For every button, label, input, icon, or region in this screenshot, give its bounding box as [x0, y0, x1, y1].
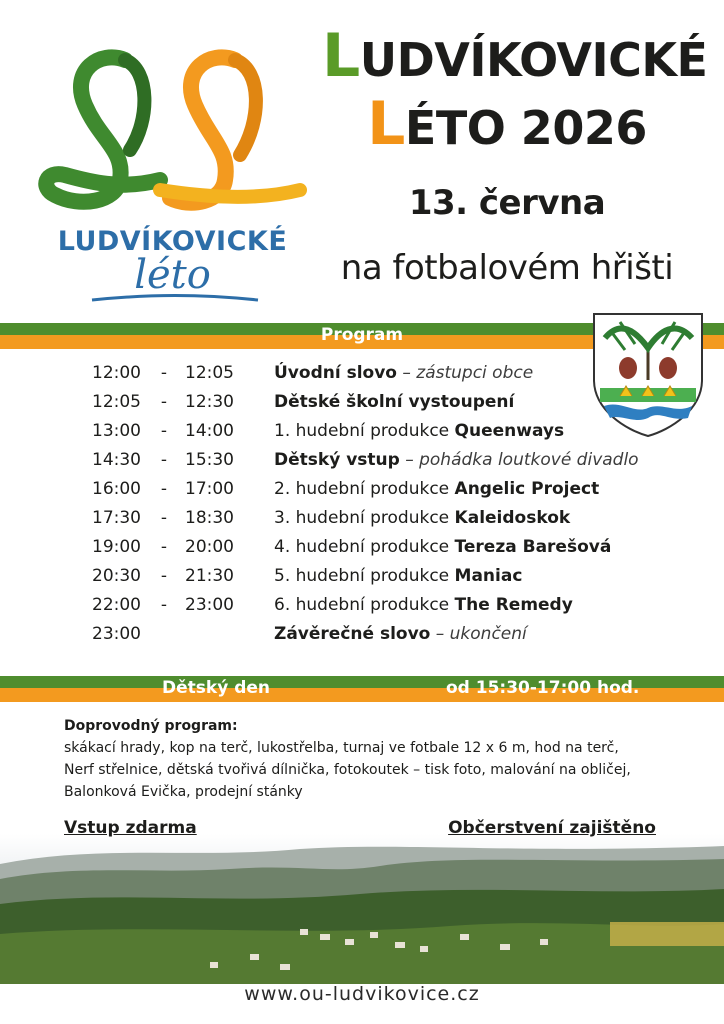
accompanying-line: Balonková Evička, prodejní stánky: [64, 784, 303, 800]
program-item: 6. hudební produkce The Remedy: [274, 595, 573, 615]
end-time: 12:05: [185, 363, 234, 383]
end-time: 12:30: [185, 392, 234, 412]
program-row: [0, 595, 724, 623]
logo-script-word: léto: [134, 252, 211, 298]
accompanying-title: Doprovodný program:: [64, 718, 238, 734]
program-row: [0, 392, 724, 420]
program-item: 3. hudební produkce Kaleidoskok: [274, 508, 571, 528]
program-item: 4. hudební produkce Tereza Barešová: [274, 537, 612, 557]
time-separator: -: [160, 479, 168, 499]
program-item: 1. hudební produkce Queenways: [274, 421, 565, 441]
time-separator: -: [160, 566, 168, 586]
kids-day-time: od 15:30-17:00 hod.: [446, 678, 640, 698]
start-time: 13:00: [92, 421, 141, 441]
program-item: Dětský vstup – pohádka loutkové divadlo: [274, 450, 639, 470]
title-initial-orange: L: [367, 89, 405, 159]
kids-day-label: Dětský den: [162, 678, 270, 698]
start-time: 12:00: [92, 363, 141, 383]
program-item: Závěrečné slovo – ukončení: [274, 624, 527, 644]
refreshments-label: Občerstvení zajištěno: [448, 818, 656, 838]
program-row: [0, 508, 724, 536]
start-time: 16:00: [92, 479, 141, 499]
time-separator: -: [160, 537, 168, 557]
program-heading: Program: [320, 325, 404, 345]
end-time: 18:30: [185, 508, 234, 528]
program-row: [0, 421, 724, 449]
logo-ribbon-icon: [30, 30, 315, 230]
program-row: [0, 450, 724, 478]
program-item: 5. hudební produkce Maniac: [274, 566, 523, 586]
time-separator: -: [160, 508, 168, 528]
start-time: 23:00: [92, 624, 141, 644]
start-time: 14:30: [92, 450, 141, 470]
kids-day-stripe: [0, 676, 724, 702]
program-row: [0, 537, 724, 565]
festival-logo: [30, 30, 315, 315]
title-line2-text: ÉTO 2026: [404, 101, 647, 155]
logo-wordmark: LUDVÍKOVICKÉ: [57, 226, 288, 257]
website-url[interactable]: www.ou-ludvikovice.cz: [244, 983, 480, 1005]
end-time: 14:00: [185, 421, 234, 441]
title-line1: [322, 21, 708, 91]
time-separator: -: [160, 392, 168, 412]
program-item: Úvodní slovo – zástupci obce: [274, 363, 534, 383]
accompanying-line: skákací hrady, kop na terč, lukostřelba, turnaj ve fotbale 12 x 6 m, hod na terč,: [64, 740, 619, 756]
logo-swoosh-icon: [90, 292, 260, 304]
end-time: 20:00: [185, 537, 234, 557]
program-row: [0, 479, 724, 507]
start-time: 17:30: [92, 508, 141, 528]
start-time: 20:30: [92, 566, 141, 586]
start-time: 12:05: [92, 392, 141, 412]
program-row: [0, 363, 724, 391]
title-line1-text: UDVÍKOVICKÉ: [359, 33, 708, 87]
time-separator: -: [160, 363, 168, 383]
end-time: 15:30: [185, 450, 234, 470]
start-time: 19:00: [92, 537, 141, 557]
title-initial-green: L: [322, 21, 360, 91]
time-separator: -: [160, 421, 168, 441]
time-separator: -: [160, 450, 168, 470]
accompanying-line: Nerf střelnice, dětská tvořivá dílnička, fotokoutek – tisk foto, malování na obličej,: [64, 762, 631, 778]
title-line2: [322, 89, 692, 159]
program-item: 2. hudební produkce Angelic Project: [274, 479, 600, 499]
end-time: 21:30: [185, 566, 234, 586]
end-time: 17:00: [185, 479, 234, 499]
program-item: Dětské školní vystoupení: [274, 392, 515, 412]
end-time: 23:00: [185, 595, 234, 615]
program-row: [0, 624, 724, 652]
time-separator: -: [160, 595, 168, 615]
program-row: [0, 566, 724, 594]
start-time: 22:00: [92, 595, 141, 615]
free-entry-label: Vstup zdarma: [64, 818, 197, 838]
event-date: 13. června: [408, 183, 606, 223]
accompanying-program: [64, 715, 684, 803]
event-venue: na fotbalovém hřišti: [340, 248, 674, 288]
landscape-photo: [0, 834, 724, 984]
